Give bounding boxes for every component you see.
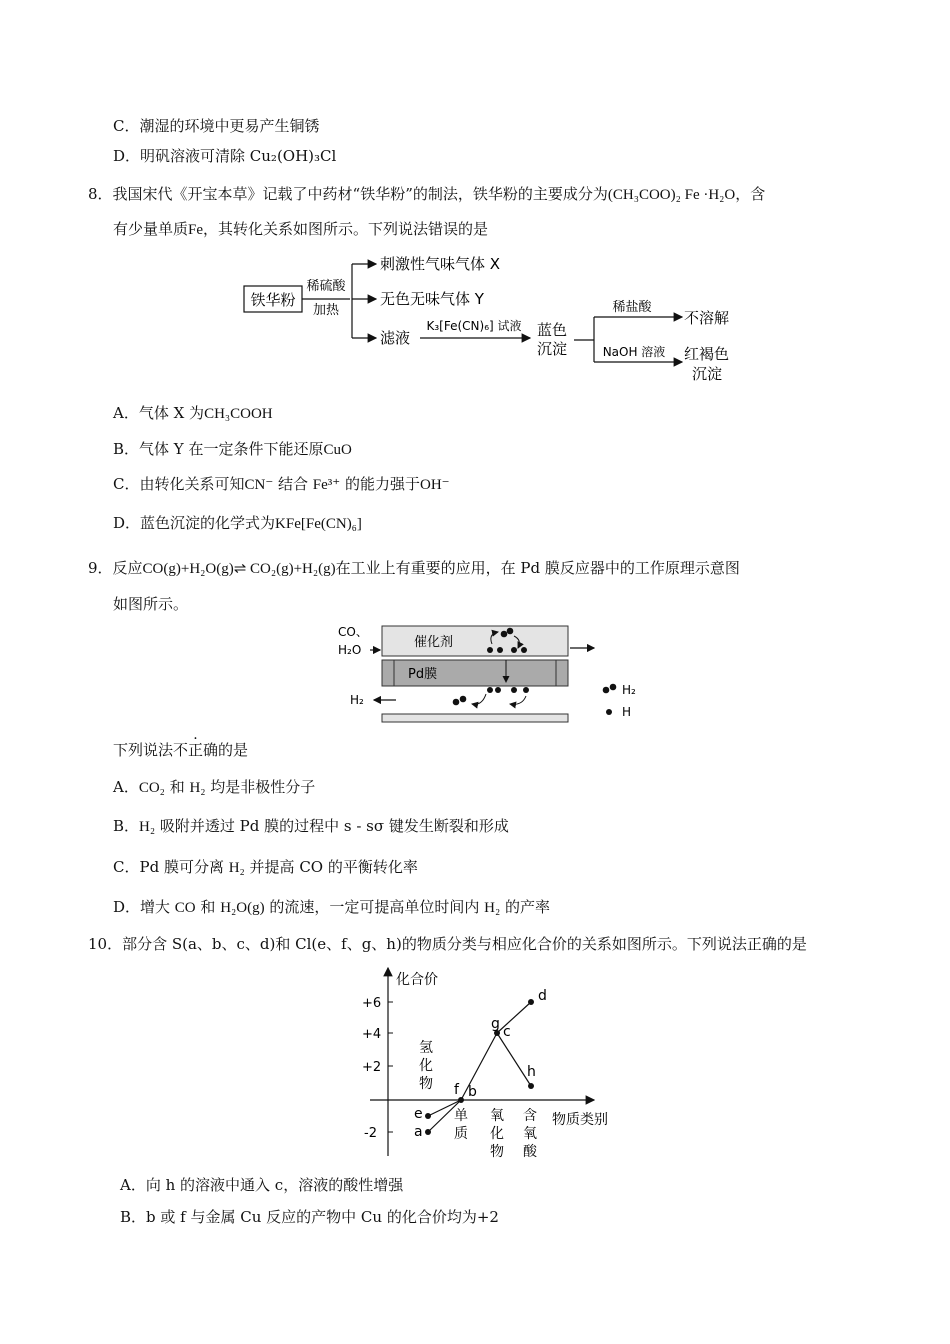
q7-option-d: D．明矾溶液可清除 Cu₂(OH)₃Cl bbox=[113, 147, 337, 165]
svg-text:f: f bbox=[454, 1082, 459, 1098]
svg-text:稀硫酸: 稀硫酸 bbox=[306, 279, 346, 294]
svg-text:H₂O: H₂O bbox=[338, 643, 362, 657]
q8-conversion-diagram bbox=[238, 250, 758, 390]
svg-text:H₂: H₂ bbox=[350, 693, 364, 707]
q9-option-c: C．Pd 膜可分离 H₂ 并提高 CO 的平衡转化率 bbox=[113, 858, 418, 876]
svg-text:酸: 酸 bbox=[523, 1144, 537, 1160]
q9-emphasis: 不正确 bbox=[173, 741, 219, 759]
svg-text:加热: 加热 bbox=[312, 303, 340, 318]
svg-text:物: 物 bbox=[419, 1076, 433, 1092]
svg-text:沉淀: 沉淀 bbox=[692, 365, 723, 383]
q9-option-a: A．CO₂ 和 H₂ 均是非极性分子 bbox=[113, 778, 316, 796]
q8-output-x: 刺激性气味气体 X bbox=[380, 255, 501, 273]
svg-text:+4: +4 bbox=[362, 1027, 382, 1042]
svg-text:化: 化 bbox=[490, 1126, 504, 1142]
point-d bbox=[528, 999, 534, 1005]
svg-text:b: b bbox=[468, 1084, 477, 1100]
q9-equation: CO(g)+H₂O(g)⇌ CO₂(g)+H₂(g) bbox=[142, 561, 336, 577]
svg-text:h: h bbox=[527, 1064, 536, 1080]
q8-filtrate: 滤液 bbox=[380, 329, 411, 347]
svg-text:沉淀: 沉淀 bbox=[536, 340, 568, 358]
point-a bbox=[425, 1129, 431, 1135]
svg-text:NaOH 溶液: NaOH 溶液 bbox=[602, 345, 666, 359]
point-h bbox=[528, 1083, 534, 1089]
svg-text:单: 单 bbox=[454, 1108, 468, 1124]
q8-stem-line1: 8．我国宋代《开宝本草》记载了中药材“铁华粉”的制法，铁华粉的主要成分为(CH₃COO)₂ Fe ·H₂O，含 bbox=[88, 185, 766, 203]
q9-option-d: D．增大 CO 和 H₂O(g) 的流速，一定可提高单位时间内 H₂ 的产率 bbox=[113, 898, 550, 916]
q9-lead: 下列说法不正确的是 bbox=[113, 741, 249, 759]
svg-text:氧: 氧 bbox=[490, 1108, 504, 1124]
q8-option-a: A．气体 X 为CH₃COOH bbox=[113, 404, 273, 422]
q8-option-c: C．由转化关系可知CN⁻ 结合 Fe³⁺ 的能力强于OH⁻ bbox=[113, 475, 450, 493]
svg-text:化合价: 化合价 bbox=[396, 972, 438, 988]
svg-text:稀盐酸: 稀盐酸 bbox=[612, 300, 652, 315]
q8-option-d: D．蓝色沉淀的化学式为KFe[Fe(CN)₆] bbox=[113, 514, 362, 532]
svg-text:氧: 氧 bbox=[523, 1126, 537, 1142]
q9-stem-line2: 如图所示。 bbox=[113, 595, 189, 613]
svg-text:催化剂: 催化剂 bbox=[414, 635, 454, 650]
q10-valence-chart bbox=[350, 960, 640, 1170]
svg-text:+2: +2 bbox=[362, 1060, 382, 1075]
q8-formula-main: (CH₃COO)₂ Fe ·H₂O bbox=[607, 187, 736, 203]
svg-text:CO、: CO、 bbox=[338, 625, 368, 639]
svg-text:物质类别: 物质类别 bbox=[552, 1112, 608, 1128]
q8-base-result: 红褐色 bbox=[684, 345, 730, 363]
q8-stem-line2: 有少量单质Fe，其转化关系如图所示。下列说法错误的是 bbox=[113, 220, 489, 238]
q10-option-a: A．向 h 的溶液中通入 c，溶液的酸性增强 bbox=[120, 1176, 404, 1194]
q10-option-b: B．b 或 f 与金属 Cu 反应的产物中 Cu 的化合价均为+2 bbox=[120, 1208, 499, 1226]
svg-text:-2: -2 bbox=[364, 1126, 377, 1141]
q9-legend-h: H bbox=[622, 705, 632, 719]
q9-pd-reactor-diagram bbox=[330, 620, 650, 730]
svg-text:d: d bbox=[538, 988, 547, 1004]
svg-text:K₃[Fe(CN)₆] 试液: K₃[Fe(CN)₆] 试液 bbox=[426, 319, 522, 333]
point-e bbox=[425, 1113, 431, 1119]
q8-option-b: B．气体 Y 在一定条件下能还原CuO bbox=[113, 440, 352, 458]
q9-option-b: B．H₂ 吸附并透过 Pd 膜的过程中 s - sσ 键发生断裂和形成 bbox=[113, 817, 509, 835]
svg-text:蓝色: 蓝色 bbox=[536, 321, 568, 339]
q8-acid-result: 不溶解 bbox=[684, 309, 730, 327]
svg-text:质: 质 bbox=[454, 1126, 468, 1142]
svg-text:Pd膜: Pd膜 bbox=[408, 667, 438, 682]
q8-start-box: 铁华粉 bbox=[250, 291, 296, 309]
svg-text:含: 含 bbox=[523, 1108, 537, 1124]
svg-text:a: a bbox=[414, 1124, 423, 1140]
q9-legend-h2: H₂ bbox=[622, 683, 636, 697]
svg-text:氢: 氢 bbox=[419, 1040, 433, 1056]
svg-text:+6: +6 bbox=[362, 996, 382, 1011]
svg-text:c: c bbox=[503, 1024, 511, 1040]
svg-text:g: g bbox=[491, 1016, 500, 1032]
q7-option-c: C．潮湿的环境中更易产生铜锈 bbox=[113, 117, 320, 135]
svg-text:物: 物 bbox=[490, 1144, 504, 1160]
svg-text:化: 化 bbox=[419, 1058, 433, 1074]
q8-output-y: 无色无味气体 Y bbox=[380, 290, 484, 308]
q9-stem-line1: 9．反应CO(g)+H₂O(g)⇌ CO₂(g)+H₂(g)在工业上有重要的应用，在 Pd 膜反应器中的工作原理示意图 bbox=[88, 559, 740, 577]
svg-text:e: e bbox=[414, 1106, 423, 1122]
q10-stem: 10．部分含 S(a、b、c、d)和 Cl(e、f、g、h)的物质分类与相应化合价的关系如图所示。下列说法正确的是 bbox=[88, 935, 807, 953]
